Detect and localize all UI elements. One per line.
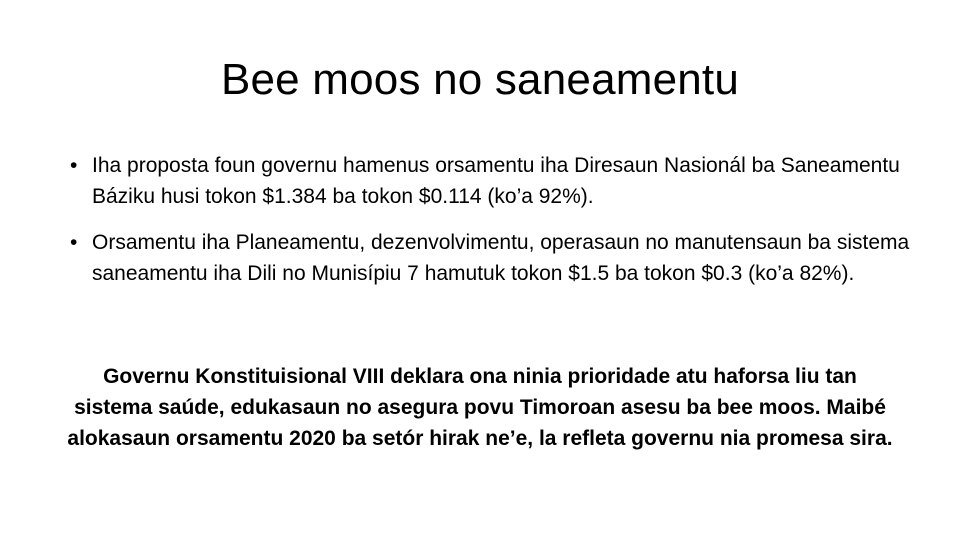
bullet-text: Iha proposta foun governu hamenus orsamentu iha Diresaun Nasionál ba Saneamentu Báziku husi tokon $1.384 ba tokon $0.114 (ko’a 92%). <box>92 154 900 208</box>
bullet-item <box>70 150 910 212</box>
bullet-list <box>70 150 910 304</box>
bullet-marker: • <box>70 231 78 254</box>
bullet-marker: • <box>70 154 78 177</box>
slide-title: Bee moos no saneamentu <box>220 55 740 104</box>
bullet-item <box>70 227 910 289</box>
bold-statement: Governu Konstituisional VIII deklara ona ninia prioridade atu haforsa liu tan sistema saúde, edukasaun no asegura povu Timoroan asesu ba bee moos. Maibé alokasaun orsamentu 2020 ba setór hirak ne’e, la refleta governu nia promesa sira. <box>67 365 893 450</box>
bullet-text: Orsamentu iha Planeamentu, dezenvolvimentu, operasaun no manutensaun ba sistema saneamentu iha Dili no Munisípiu 7 hamutuk tokon $1.5 ba tokon $0.3 (ko’a 82%). <box>92 231 910 285</box>
